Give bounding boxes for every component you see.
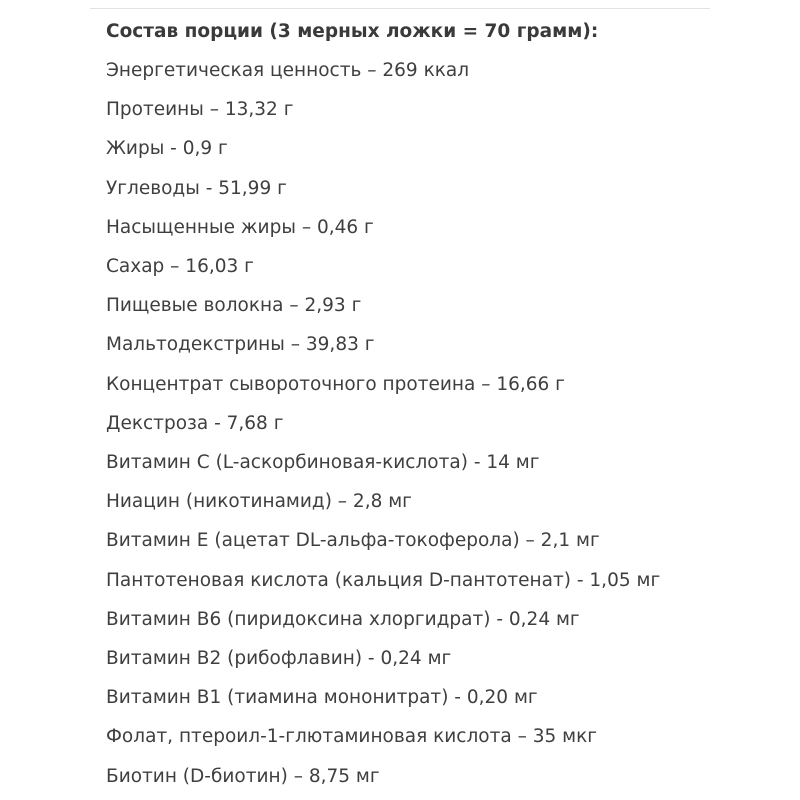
composition-section <box>106 12 786 796</box>
composition-item-biotin: Биотин (D-биотин) – 8,75 мг <box>106 765 380 787</box>
composition-item-sugar: Сахар – 16,03 г <box>106 256 254 278</box>
composition-item-fiber: Пищевые волокна – 2,93 г <box>106 295 362 317</box>
composition-item-vitamin-e: Витамин Е (ацетат DL-альфа-токоферола) – 2,1 мг <box>106 530 600 552</box>
composition-item-dextrose: Декстроза - 7,68 г <box>106 412 284 434</box>
composition-item-carbohydrates: Углеводы - 51,99 г <box>106 177 287 199</box>
top-divider <box>90 8 710 9</box>
composition-item-vitamin-b1: Витамин В1 (тиамина мононитрат) - 0,20 мг <box>106 687 538 709</box>
composition-item-vitamin-b6: Витамин В6 (пиридоксина хлоргидрат) - 0,24 мг <box>106 608 580 630</box>
composition-item-whey-concentrate: Концентрат сывороточного протеина – 16,66 г <box>106 373 565 395</box>
composition-item-folate: Фолат, птероил-1-глютаминовая кислота – 35 мкг <box>106 726 598 748</box>
composition-item-maltodextrins: Мальтодекстрины – 39,83 г <box>106 334 375 356</box>
composition-item-niacin: Ниацин (никотинамид) – 2,8 мг <box>106 491 412 513</box>
composition-list <box>106 51 786 796</box>
composition-item-vitamin-b2: Витамин В2 (рибофлавин) - 0,24 мг <box>106 648 452 670</box>
composition-item-saturated-fats: Насыщенные жиры – 0,46 г <box>106 216 374 238</box>
composition-item-fats: Жиры - 0,9 г <box>106 138 228 160</box>
composition-heading: Состав порции (3 мерных ложки = 70 грамм): <box>106 21 599 42</box>
composition-item-proteins: Протеины – 13,32 г <box>106 99 294 121</box>
composition-item-energy: Энергетическая ценность – 269 ккал <box>106 60 470 81</box>
composition-item-vitamin-c: Витамин С (L-аскорбиновая-кислота) - 14 мг <box>106 452 540 474</box>
composition-item-pantothenic-acid: Пантотеновая кислота (кальция D-пантотенат) - 1,05 мг <box>106 569 661 591</box>
